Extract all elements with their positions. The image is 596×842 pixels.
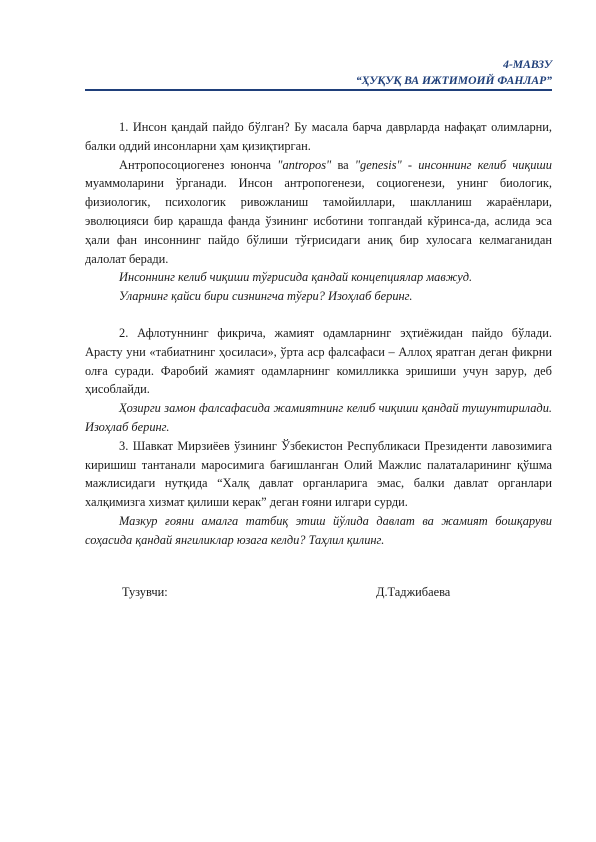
signature-label: Тузувчи:: [122, 585, 168, 599]
term-genesis: "genesis" - инсоннинг келиб чиқиши: [354, 157, 552, 172]
spacer: [85, 306, 552, 324]
paragraph-text: муаммоларини ўрганади. Инсон антропогенези, социогенези, унинг биологик, физиологик, психологик ривожланиш тамойиллари, шаклланиш жараёнлари, эволюцияси бир қарашда фанда ўзининг исботини топгандай кўринса-да, аслида эса ҳали фан инсоннинг пайдо бўлиши тўғрисидаги аниқ бир хулосага келмаганидан далолат беради.: [85, 176, 552, 266]
section-2-question: Ҳозирги замон фалсафасида жамиятнинг келиб чиқиши қандай тушунтирилади. Изоҳлаб беринг.: [85, 401, 552, 434]
header-divider: [85, 89, 552, 91]
subject-title: “ҲУҚУҚ ВА ИЖТИМОИЙ ФАНЛАР”: [355, 74, 552, 87]
topic-number: 4-МАВЗУ: [503, 58, 552, 71]
section-3-question: Мазкур ғояни амалга татбиқ этиш йўлида давлат ва жамият бошқаруви соҳасида қандай янгиликлар юзага келди? Таҳлил қилинг.: [85, 513, 552, 547]
section-3-text: 3. Шавкат Мирзиёев ўзининг Ўзбекистон Республикаси Президенти лавозимига киришиш тантанали маросимига бағишланган Олий Мажлис палаталарининг қўшма мажлисидаги нутқида “Халқ давлат органларига эмас, балки давлат органлари халқимизга хизмат қилиши керак” деган ғояни илгари сурди.: [85, 438, 552, 510]
section-1-paragraph-2: [85, 156, 552, 269]
section-1-text: 1. Инсон қандай пайдо бўлган? Бу масала барча даврларда нафақат олимларни, балки оддий инсонларни ҳам қизиқтирган.: [85, 120, 552, 153]
term-antropos: "antropos": [277, 157, 332, 172]
document-body: [85, 118, 552, 550]
section-1-question-1: Инсоннинг келиб чиқиши тўғрисида қандай концепциялар мавжуд.: [119, 270, 473, 285]
paragraph-text: Антропосоциогенез юнонча: [119, 157, 278, 172]
paragraph-text: ва: [331, 157, 355, 172]
signature-name: Д.Таджибаева: [376, 585, 451, 599]
section-1-question-2: Уларнинг қайси бири сизнингча тўғри? Изоҳлаб беринг.: [119, 289, 413, 304]
section-2-text: 2. Афлотуннинг фикрича, жамият одамларнинг эҳтиёжидан пайдо бўлади. Арасту уни «табиатнинг ҳосиласи», ўрта аср фалсафаси – Аллоҳ яратган деган фикрни олға суради. Фаробий жамият одамларнинг комилликка эришиши учун зарур, деб ҳисоблайди.: [85, 325, 552, 397]
document-header: [85, 57, 552, 89]
